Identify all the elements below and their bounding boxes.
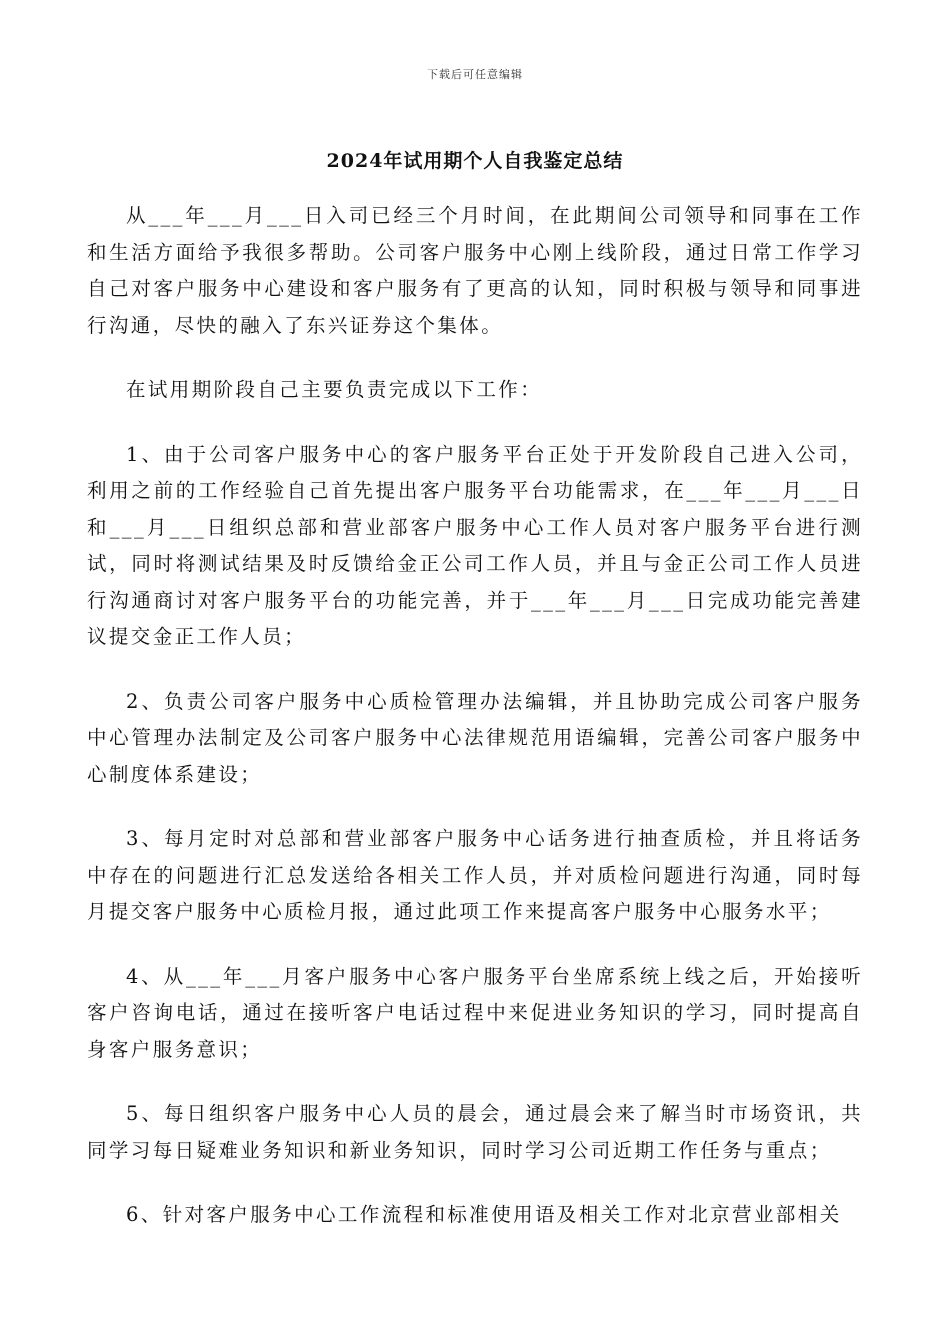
document-title: 2024年试用期个人自我鉴定总结: [326, 150, 624, 172]
paragraph-item-2: 2、负责公司客户服务中心质检管理办法编辑，并且协助完成公司客户服务中心管理办法制定及公司客户服务中心法律规范用语编辑，完善公司客户服务中心制度体系建设；: [87, 689, 863, 786]
paragraph-item-6: 6、针对客户服务中心工作流程和标准使用语及相关工作对北京营业部相关: [126, 1203, 842, 1226]
paragraph-intro: 从___年___月___日入司已经三个月时间，在此期间公司领导和同事在工作和生活方面给予我很多帮助。公司客户服务中心刚上线阶段，通过日常工作学习自己对客户服务中心建设和客户服务有了更高的认知，同时积极与领导和同事进行沟通，尽快的融入了东兴证券这个集体。: [87, 204, 863, 337]
document-body: [87, 198, 863, 1262]
paragraph-item-1: 1、由于公司客户服务中心的客户服务平台正处于开发阶段自己进入公司，利用之前的工作经验自己首先提出客户服务平台功能需求，在___年___月___日和___月___日组织总部和营业部客户服务中心工作人员对客户服务平台进行测试，同时将测试结果及时反馈给金正公司工作人员，并且与金正公司工作人员进行沟通商讨对客户服务平台的功能完善，并于___年___月___日完成功能完善建议提交金正工作人员；: [87, 442, 863, 648]
paragraph-item-4: 4、从___年___月客户服务中心客户服务平台坐席系统上线之后，开始接听客户咨询电话，通过在接听客户电话过程中来促进业务知识的学习，同时提高自身客户服务意识；: [87, 964, 863, 1061]
paragraph-work-intro: 在试用期阶段自己主要负责完成以下工作：: [126, 378, 543, 401]
paragraph-item-5: 5、每日组织客户服务中心人员的晨会，通过晨会来了解当时市场资讯，共同学习每日疑难业务知识和新业务知识，同时学习公司近期工作任务与重点；: [87, 1102, 863, 1162]
paragraph-item-3: 3、每月定时对总部和营业部客户服务中心话务进行抽查质检，并且将话务中存在的问题进行汇总发送给各相关工作人员，并对质检问题进行沟通，同时每月提交客户服务中心质检月报，通过此项工作来提高客户服务中心服务水平；: [87, 827, 863, 923]
header-note: 下载后可任意编辑: [427, 68, 523, 81]
